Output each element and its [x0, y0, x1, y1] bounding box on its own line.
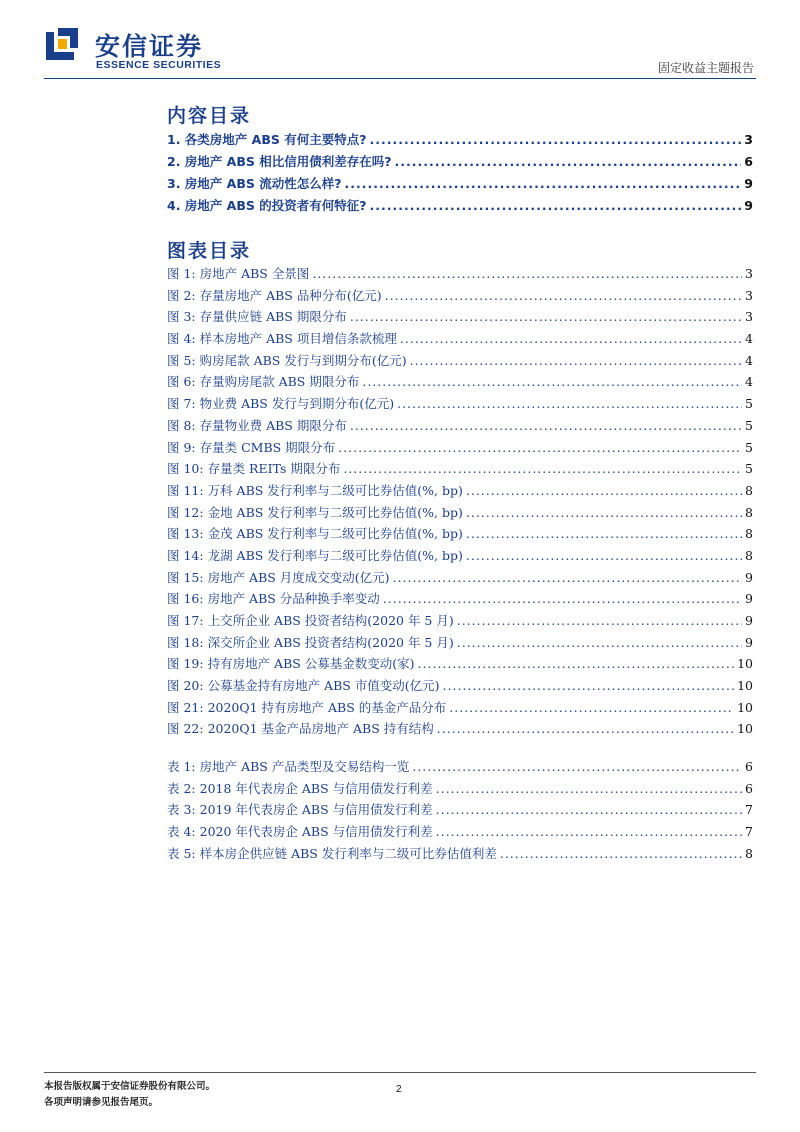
- figure-entry[interactable]: [167, 351, 753, 373]
- footer-disclaimer: 各项声明请参见报告尾页。: [44, 1097, 159, 1108]
- table-entry-label: 表 4: 2020 年代表房企 ABS 与信用债发行利差: [167, 824, 433, 840]
- dot-leader: [338, 440, 742, 455]
- contents-entry-label: 1. 各类房地产 ABS 有何主要特点?: [167, 132, 367, 147]
- figure-entry-label: 图 1: 房地产 ABS 全景图: [167, 266, 310, 281]
- dot-leader: [437, 721, 734, 736]
- figure-entry-label: 图 12: 金地 ABS 发行利率与二级可比券估值(%, bp): [167, 504, 463, 520]
- figure-entry-label: 图 20: 公募基金持有房地产 ABS 市值变动(亿元): [167, 678, 440, 694]
- dot-leader: [466, 548, 742, 563]
- page-number: 2: [396, 1084, 402, 1095]
- dot-leader: [457, 635, 742, 650]
- figure-entry-page: 5: [745, 439, 753, 455]
- figure-entry[interactable]: [167, 719, 753, 741]
- figure-entry-page: 10: [737, 678, 753, 694]
- figure-entry[interactable]: [167, 568, 753, 590]
- figure-entry[interactable]: [167, 676, 753, 698]
- contents-list: [167, 130, 753, 218]
- dot-leader: [457, 613, 742, 628]
- figure-entry-page: 8: [745, 504, 753, 520]
- figure-entry[interactable]: [167, 524, 753, 546]
- figure-entry-label: 图 18: 深交所企业 ABS 投资者结构(2020 年 5 月): [167, 634, 454, 650]
- figure-entry-page: 4: [745, 352, 753, 368]
- dot-leader: [369, 198, 741, 213]
- figure-entry[interactable]: [167, 481, 753, 503]
- figure-entry-page: 5: [745, 417, 753, 433]
- figure-entry-page: 3: [745, 287, 753, 303]
- figure-entry[interactable]: [167, 459, 753, 481]
- figure-entry-page: 8: [745, 482, 753, 498]
- brand-name-en: ESSENCE SECURITIES: [96, 59, 222, 71]
- figure-entry-label: 图 13: 金茂 ABS 发行利率与二级可比券估值(%, bp): [167, 526, 463, 542]
- dot-leader: [362, 374, 742, 389]
- figure-entry[interactable]: [167, 546, 753, 568]
- figure-entry-page: 9: [745, 591, 753, 607]
- figure-entry-label: 图 6: 存量购房尾款 ABS 期限分布: [167, 374, 360, 390]
- figure-entry-page: 5: [745, 461, 753, 477]
- figure-entry-label: 图 19: 持有房地产 ABS 公募基金数变动(家): [167, 656, 415, 672]
- dot-leader: [343, 461, 742, 476]
- table-entry[interactable]: [167, 822, 753, 844]
- dot-leader: [466, 526, 742, 541]
- figure-entry-label: 图 15: 房地产 ABS 月度成交变动(亿元): [167, 569, 390, 585]
- figure-entry[interactable]: [167, 438, 753, 460]
- figure-entry[interactable]: [167, 633, 753, 655]
- contents-entry-label: 2. 房地产 ABS 相比信用债利差存在吗?: [167, 154, 392, 169]
- table-entry-label: 表 1: 房地产 ABS 产品类型及交易结构一览: [167, 759, 410, 774]
- contents-entry-label: 4. 房地产 ABS 的投资者有何特征?: [167, 198, 367, 213]
- dot-leader: [393, 570, 743, 585]
- figure-entry-page: 9: [745, 569, 753, 585]
- figure-entry-page: 3: [745, 266, 753, 281]
- footer-copyright: 本报告版权属于安信证券股份有限公司。: [44, 1081, 216, 1092]
- dot-leader: [466, 505, 742, 520]
- dot-leader: [369, 132, 741, 147]
- table-entry-page: 6: [745, 759, 753, 774]
- dot-leader: [466, 483, 742, 498]
- dot-leader: [350, 309, 742, 324]
- figure-entry-label: 图 7: 物业费 ABS 发行与到期分布(亿元): [167, 396, 395, 412]
- dot-leader: [436, 824, 742, 839]
- figure-entry-page: 9: [745, 613, 753, 628]
- figure-entry-label: 图 5: 购房尾款 ABS 发行与到期分布(亿元): [167, 352, 407, 368]
- contents-entry-page: 3: [744, 132, 753, 147]
- contents-entry[interactable]: [167, 152, 753, 174]
- figure-entry[interactable]: [167, 654, 753, 676]
- figure-entry[interactable]: [167, 372, 753, 394]
- table-entry-label: 表 2: 2018 年代表房企 ABS 与信用债发行利差: [167, 780, 433, 796]
- dot-leader: [312, 266, 742, 281]
- figure-entry[interactable]: [167, 307, 753, 329]
- contents-entry[interactable]: [167, 174, 753, 196]
- table-entry[interactable]: [167, 757, 753, 779]
- dot-leader: [436, 802, 742, 817]
- table-entry-page: 8: [745, 845, 753, 861]
- figure-entry-page: 4: [745, 374, 753, 390]
- dot-leader: [350, 418, 742, 433]
- figure-entry-label: 图 11: 万科 ABS 发行利率与二级可比券估值(%, bp): [167, 482, 463, 498]
- dot-leader: [385, 288, 742, 303]
- dot-leader: [500, 846, 742, 861]
- figure-entry-label: 图 9: 存量类 CMBS 期限分布: [167, 439, 336, 455]
- dot-leader: [449, 700, 734, 715]
- figure-entry-page: 3: [745, 309, 753, 325]
- figures-title: 图表目录: [167, 240, 252, 262]
- contents-entry-page: 9: [744, 176, 753, 191]
- contents-title: 内容目录: [167, 105, 252, 127]
- table-entry[interactable]: [167, 800, 753, 822]
- figure-entry-label: 图 8: 存量物业费 ABS 期限分布: [167, 417, 347, 433]
- contents-entry[interactable]: [167, 196, 753, 218]
- figure-entry-label: 图 14: 龙湖 ABS 发行利率与二级可比券估值(%, bp): [167, 547, 463, 563]
- figure-entry-page: 4: [745, 331, 753, 347]
- dot-leader: [418, 656, 735, 671]
- footer-divider: [44, 1072, 756, 1073]
- dot-leader: [400, 331, 742, 346]
- figure-entry-page: 8: [745, 526, 753, 542]
- contents-entry[interactable]: [167, 130, 753, 152]
- dot-leader: [397, 396, 742, 411]
- table-entry-page: 6: [745, 780, 753, 796]
- header-divider: [44, 78, 756, 79]
- dot-leader: [383, 591, 742, 606]
- figure-entry[interactable]: [167, 416, 753, 438]
- figure-entry-page: 8: [745, 547, 753, 563]
- figure-entry-page: 10: [737, 721, 753, 737]
- contents-entry-page: 6: [744, 154, 753, 169]
- figure-entry-page: 5: [745, 396, 753, 412]
- brand-name-cn: 安信证券: [95, 32, 204, 61]
- brand-logo-icon: [44, 26, 80, 62]
- figure-entry[interactable]: [167, 589, 753, 611]
- dot-leader: [394, 154, 741, 169]
- figure-entry[interactable]: [167, 394, 753, 416]
- dot-leader: [344, 176, 741, 191]
- report-type: 固定收益主题报告: [657, 61, 754, 75]
- figure-entry-label: 图 22: 2020Q1 基金产品房地产 ABS 持有结构: [167, 721, 434, 737]
- dot-leader: [436, 781, 742, 796]
- figure-entry-label: 图 21: 2020Q1 持有房地产 ABS 的基金产品分布: [167, 699, 447, 715]
- tables-list: [167, 757, 753, 865]
- figures-list: [167, 264, 753, 741]
- figure-entry-page: 9: [745, 634, 753, 650]
- figure-entry[interactable]: [167, 503, 753, 525]
- page-header: [0, 0, 800, 80]
- contents-entry-label: 3. 房地产 ABS 流动性怎么样?: [167, 176, 342, 191]
- figure-entry[interactable]: [167, 264, 753, 286]
- figure-entry[interactable]: [167, 286, 753, 308]
- table-entry-page: 7: [745, 802, 753, 818]
- contents-entry-page: 9: [744, 198, 753, 213]
- figure-entry-page: 10: [737, 656, 753, 672]
- figure-entry[interactable]: [167, 611, 753, 633]
- table-entry[interactable]: [167, 844, 753, 866]
- table-entry-label: 表 3: 2019 年代表房企 ABS 与信用债发行利差: [167, 802, 433, 818]
- figure-entry[interactable]: [167, 698, 753, 720]
- figure-entry-label: 图 3: 存量供应链 ABS 期限分布: [167, 309, 347, 325]
- table-entry-page: 7: [745, 824, 753, 840]
- table-entry[interactable]: [167, 779, 753, 801]
- figure-entry-page: 10: [737, 699, 753, 715]
- dot-leader: [443, 678, 735, 693]
- figure-entry-label: 图 16: 房地产 ABS 分品种换手率变动: [167, 591, 380, 607]
- figure-entry[interactable]: [167, 329, 753, 351]
- dot-leader: [412, 759, 742, 774]
- figure-entry-label: 图 4: 样本房地产 ABS 项目增信条款梳理: [167, 331, 397, 347]
- table-entry-label: 表 5: 样本房企供应链 ABS 发行利率与二级可比券估值利差: [167, 845, 497, 861]
- figure-entry-label: 图 17: 上交所企业 ABS 投资者结构(2020 年 5 月): [167, 613, 454, 628]
- figure-entry-label: 图 10: 存量类 REITs 期限分布: [167, 461, 341, 477]
- figure-entry-label: 图 2: 存量房地产 ABS 品种分布(亿元): [167, 287, 382, 303]
- dot-leader: [410, 353, 742, 368]
